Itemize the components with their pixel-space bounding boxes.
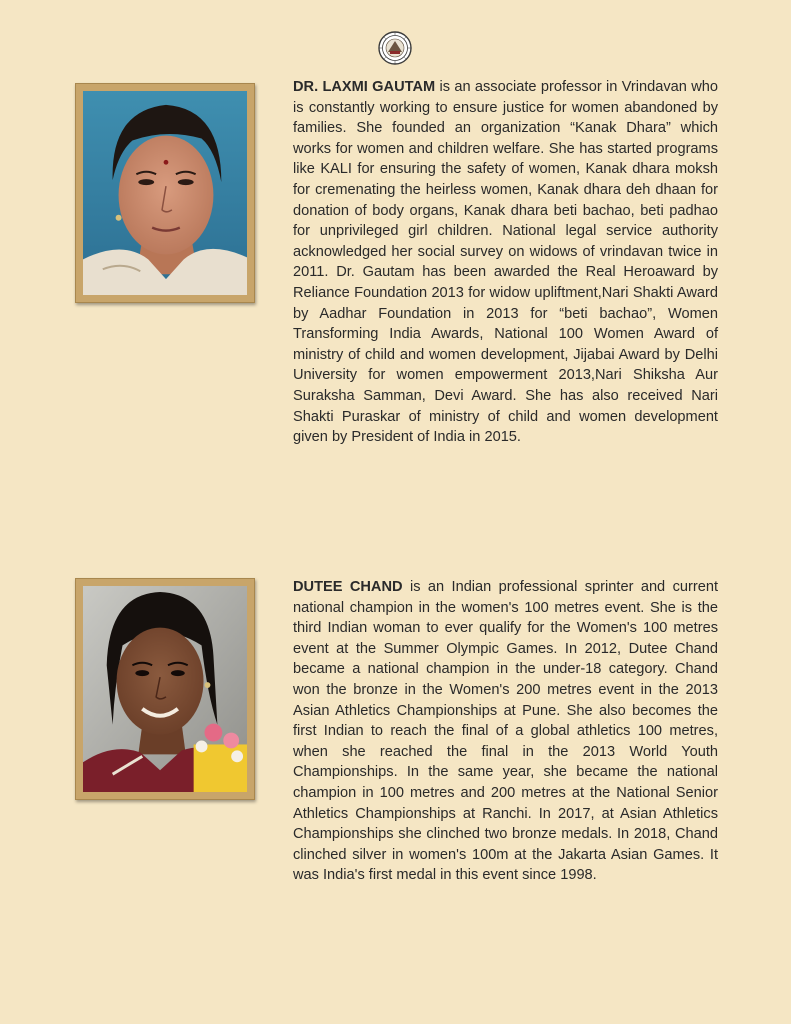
profile-bio	[293, 577, 718, 886]
profile-photo-frame	[75, 578, 255, 800]
profile-name: DUTEE CHAND	[293, 579, 403, 595]
profile-photo-frame	[75, 83, 255, 303]
portrait-photo	[83, 91, 247, 295]
profile-bio-text: is an associate professor in Vrindavan who is constantly working to ensure justice for women abandoned by families. She founded an organization “Kanak Dhara” which works for women and children welfare. She has started programs like KALI for ensuring the safety of women, Kanak dhara moksh for cremenating the heirless women, Kanak dhara deh dhaan for donation of body organs, Kanak dhara beti bachao, beti padhao for unprivileged girl children. National legal service authority acknowledged her social survey on widows of vrindavan twice in 2011. Dr. Gautam has been awarded the Real Heroaward by Reliance Foundation 2013 for widow upliftment,Nari Shakti Award by Aadhar Foundation in 2013 for “beti bachao”, Women Transforming India Awards, National 100 Women Award of ministry of child and women development, Jijabai Award by Delhi University for women empowerment 2013,Nari Shiksha Aur Suraksha Samman, Devi Award. She has also received Nari Shakti Puraskar of ministry of child and women development given by President of India in 2015.	[293, 79, 718, 446]
profile-name: DR. LAXMI GAUTAM	[293, 79, 436, 95]
profile-bio-text: is an Indian professional sprinter and current national champion in the women's 100 metres event. She is the third Indian woman to ever qualify for the Women's 100 metres event at the Summer Olympic Games. In 2012, Dutee Chand became a national champion in the under-18 category. Chand won the bronze in the Women's 200 metres event in the 2013 Asian Athletics Championships at Pune. She also becomes the first Indian to reach the final of a global athletics 100 metres, when she reached the final in the 2013 World Youth Championships. In the same year, she became the national champion in 100 metres and 200 metres at the National Senior Athletics Championships at Ranchi. In 2017, at Asian Athletics Championships she clinched two bronze medals. In 2018, Chand clinched silver in women's 100m at the Jakarta Asian Games. It was India's first medal in this event since 1998.	[293, 579, 718, 884]
emblem-seal-icon	[378, 31, 412, 65]
portrait-photo	[83, 586, 247, 792]
profile-bio	[293, 77, 718, 448]
